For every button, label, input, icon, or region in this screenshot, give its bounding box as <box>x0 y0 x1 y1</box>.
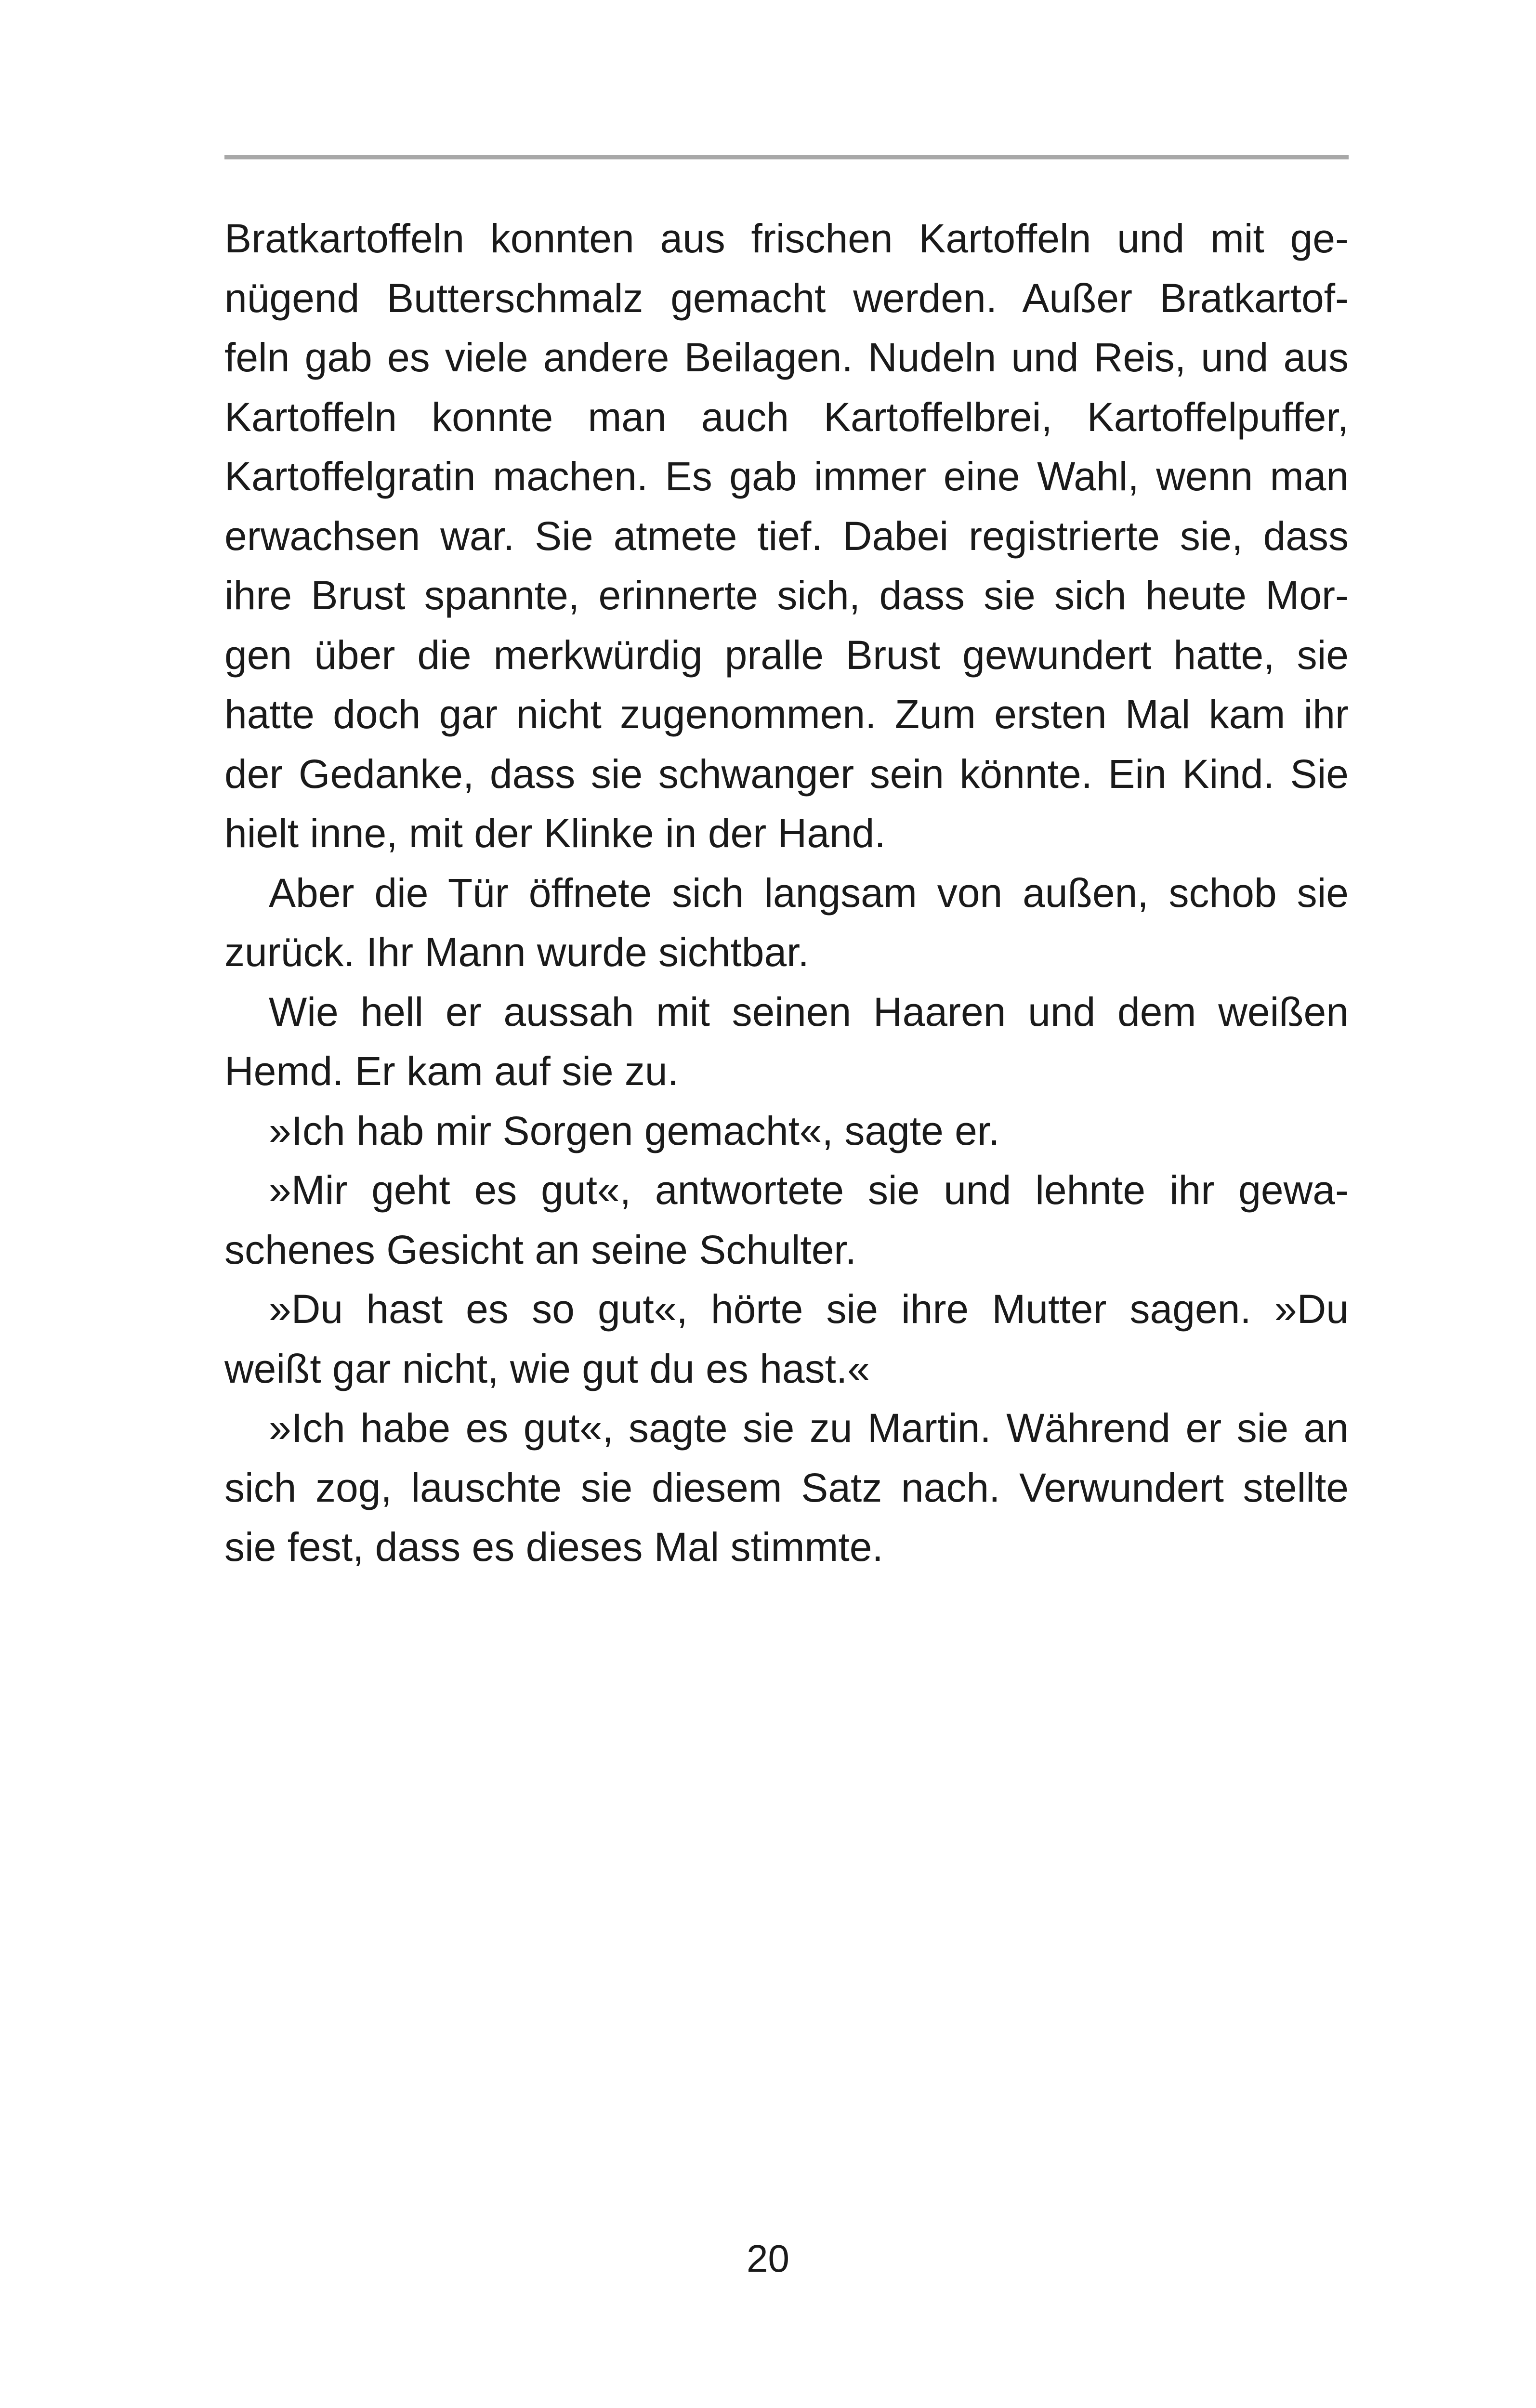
text-line: schenes Gesicht an seine Schulter. <box>224 1227 857 1272</box>
text-line: weißt gar nicht, wie gut du es hast.« <box>224 1346 870 1391</box>
body-text <box>224 209 1349 1577</box>
text-line: hielt inne, mit der Klinke in der Hand. <box>224 811 886 856</box>
text-line: »Du hast es so gut«, hörte sie ihre Mutter sagen. »Du <box>269 1286 1349 1332</box>
text-line: nügend Butterschmalz gemacht werden. Außer Bratkartof- <box>224 275 1349 321</box>
header-rule <box>224 155 1349 159</box>
text-line: ihre Brust spannte, erinnerte sich, dass sie sich heute Mor- <box>224 573 1349 618</box>
text-line: der Gedanke, dass sie schwanger sein könnte. Ein Kind. Sie <box>224 751 1349 797</box>
text-line: sich zog, lauschte sie diesem Satz nach. Verwundert stellte <box>224 1465 1349 1510</box>
text-line: »Ich hab mir Sorgen gemacht«, sagte er. <box>269 1108 1000 1153</box>
text-line: zurück. Ihr Mann wurde sichtbar. <box>224 929 809 975</box>
text-line: »Mir geht es gut«, antwortete sie und lehnte ihr gewa- <box>269 1167 1349 1213</box>
text-line: Kartoffeln konnte man auch Kartoffelbrei, Kartoffelpuffer, <box>224 394 1349 440</box>
text-line: Wie hell er aussah mit seinen Haaren und dem weißen <box>269 989 1349 1034</box>
page-number: 20 <box>747 2237 789 2280</box>
text-line: Hemd. Er kam auf sie zu. <box>224 1048 679 1094</box>
text-line: »Ich habe es gut«, sagte sie zu Martin. Während er sie an <box>269 1405 1349 1451</box>
text-line: Bratkartoffeln konnten aus frischen Kartoffeln und mit ge- <box>224 216 1349 261</box>
text-line: erwachsen war. Sie atmete tief. Dabei registrierte sie, dass <box>224 513 1349 559</box>
text-line: Aber die Tür öffnete sich langsam von außen, schob sie <box>269 870 1349 916</box>
text-line: gen über die merkwürdig pralle Brust gewundert hatte, sie <box>224 632 1349 678</box>
text-line: feln gab es viele andere Beilagen. Nudeln und Reis, und aus <box>224 335 1349 380</box>
text-line: Kartoffelgratin machen. Es gab immer eine Wahl, wenn man <box>224 454 1349 499</box>
text-line: hatte doch gar nicht zugenommen. Zum ersten Mal kam ihr <box>224 692 1349 737</box>
text-line: sie fest, dass es dieses Mal stimmte. <box>224 1524 883 1570</box>
